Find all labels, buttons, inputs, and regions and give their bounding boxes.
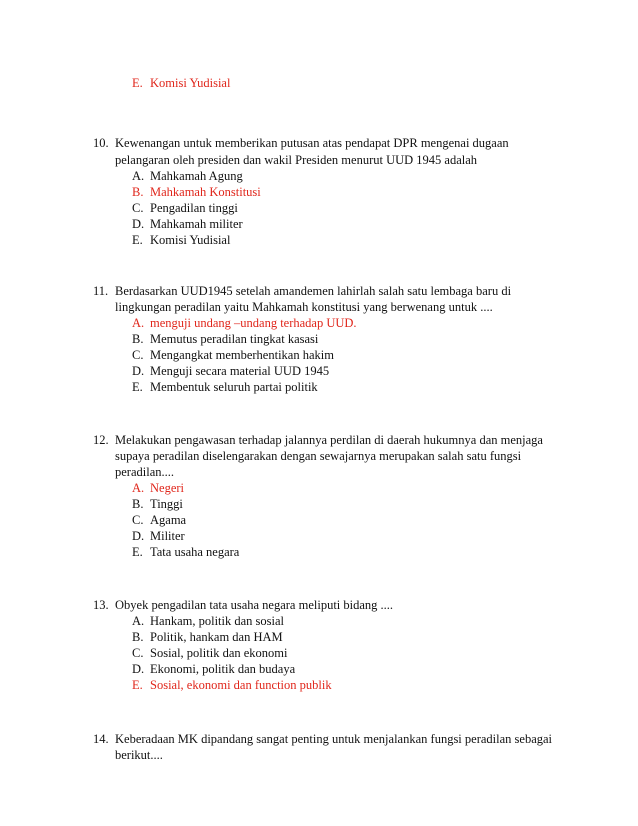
option-e: E. Membentuk seluruh partai politik (132, 380, 318, 394)
option-a: A. Mahkamah Agung (132, 169, 243, 183)
option-d: D. Menguji secara material UUD 1945 (132, 364, 330, 378)
option-b-answer: B. Mahkamah Konstitusi (132, 185, 261, 199)
option-a: A. Hankam, politik dan sosial (132, 614, 285, 628)
question-text-line: pelangaran oleh presiden dan wakil Presiden menurut UUD 1945 adalah (115, 153, 478, 167)
option-b: B. Tinggi (132, 497, 183, 511)
option-c: C. Pengadilan tinggi (132, 201, 238, 215)
option-b: B. Politik, hankam dan HAM (132, 630, 283, 644)
option-a-answer: A. menguji undang –undang terhadap UUD. (132, 316, 357, 330)
option-d: D. Mahkamah militer (132, 217, 243, 231)
option-a-answer: A. Negeri (132, 481, 185, 495)
prev-option-e: E. Komisi Yudisial (132, 76, 231, 90)
option-b: B. Memutus peradilan tingkat kasasi (132, 332, 319, 346)
question-text-line: peradilan.... (115, 465, 175, 479)
question-text-line: Berdasarkan UUD1945 setelah amandemen lahirlah salah satu lembaga baru di (115, 284, 512, 298)
question-number: 13. (93, 598, 109, 612)
question-text-line: lingkungan peradilan yaitu Mahkamah konstitusi yang berwenang untuk .... (115, 300, 493, 314)
option-e: E. Komisi Yudisial (132, 233, 231, 247)
option-d: D. Militer (132, 529, 185, 543)
option-c: C. Sosial, politik dan ekonomi (132, 646, 288, 660)
option-e: E. Tata usaha negara (132, 545, 240, 559)
question-number: 10. (93, 136, 109, 150)
question-number: 12. (93, 433, 109, 447)
question-text-line: supaya peradilan diselengarakan dengan sewajarnya merupakan salah satu fungsi (115, 449, 522, 463)
question-text-line: Melakukan pengawasan terhadap jalannya perdilan di daerah hukumnya dan menjaga (115, 433, 543, 447)
question-number: 14. (93, 732, 109, 746)
option-d: D. Ekonomi, politik dan budaya (132, 662, 296, 676)
question-text-line: Obyek pengadilan tata usaha negara meliputi bidang .... (115, 598, 394, 612)
question-text-line: Keberadaan MK dipandang sangat penting untuk menjalankan fungsi peradilan sebagai (115, 732, 553, 746)
option-c: C. Agama (132, 513, 187, 527)
option-e-answer: E. Sosial, ekonomi dan function publik (132, 678, 332, 692)
question-text-line: Kewenangan untuk memberikan putusan atas pendapat DPR mengenai dugaan (115, 136, 509, 150)
option-c: C. Mengangkat memberhentikan hakim (132, 348, 334, 362)
question-text-line: berikut.... (115, 748, 163, 762)
question-number: 11. (93, 284, 109, 298)
